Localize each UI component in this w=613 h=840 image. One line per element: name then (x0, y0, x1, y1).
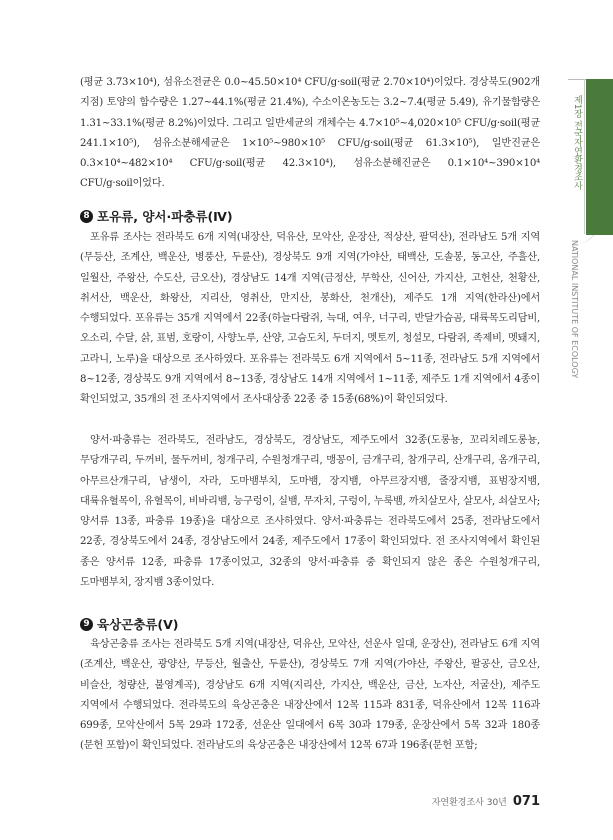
footer-title: 자연환경조사 30년 (431, 798, 507, 808)
intro-paragraph (80, 73, 540, 195)
institute-label: NATIONAL INSTITUTE OF ECOLOGY (570, 240, 579, 379)
section-8-body (80, 228, 540, 411)
section-title: 육상곤충류(Ⅴ) (97, 617, 179, 632)
section-9-heading (80, 615, 178, 633)
chapter-tab (586, 79, 613, 235)
section-8-body-2 (80, 431, 540, 593)
paragraph-insects: 육상곤충류 조사는 전라북도 5개 지역(내장산, 덕유산, 모악산, 선운사 일대, 운장산), 전라남도 6개 지역(조계산, 백운산, 광양산, 무등산, 월출산, 두륜산), 경상북도 7개 지역(가야산, 주왕산, 팔공산, 금오산, 비슬산, 청량산, 불영계곡), 경상남도 6개 지역(지리산, 가지산, 백운산, 금산, 노자산, 저굴산), 제주도 지역에서 수행되었다. 전라북도의 육상곤충은 내장산에서 12목 115과 831종, 덕유산에서 12목 116과 699종, 모악산에서 5목 29과 172종, 선운산 일대에서 6목 30과 179종, 운장산에서 5목 32과 180종(문헌 포함)이 확인되었다. 전라남도의 육상곤충은 내장산에서 12목 67과 196종(문헌 포함; (80, 639, 540, 752)
section-9-body (80, 635, 540, 757)
sidebar-divider-vertical (584, 79, 585, 234)
intro-text: (평균 3.73×10⁴), 섬유소전균은 0.0~45.50×10⁴ CFU/g·soil(평균 2.70×10⁴)이었다. 경상북도(902개 지점) 토양의 함수량은 1.27~44.1%(평균 21.4%), 수소이온농도는 3.2~7.4(평균 5.49), 유기물함량은 1.31~33.1%(평균 8.2%)이었다. 그리고 일반세균의 개체수는 4.7×10⁵~4,020×10⁵ CFU/g·soil(평균 241.1×10⁵), 섬유소분해세균은 1×10⁵~980×10⁵ CFU/g·soil(평균 61.3×10⁵), 일반진균은 0.3×10⁴~482×10⁴ CFU/g·soil(평균 42.3×10⁴), 섬유소분해진균은 0.1×10⁴~390×10⁴ CFU/g·soil이었다. (80, 77, 540, 190)
page-number: 071 (512, 794, 540, 809)
paragraph-amphibians-reptiles: 양서·파충류는 전라북도, 전라남도, 경상북도, 경상남도, 제주도에서 32종(도롱뇽, 꼬리치레도롱뇽, 무당개구리, 두꺼비, 물두꺼비, 청개구리, 수원청개구리, 맹꽁이, 금개구리, 참개구리, 산개구리, 옴개구리, 아무르산개구리, 남생이, 자라, 도마뱀부치, 도마뱀, 장지뱀, 아무르장지뱀, 줄장지뱀, 표범장지뱀, 대륙유혈목이, 유혈목이, 비바리뱀, 능구렁이, 실뱀, 무자치, 구렁이, 누룩뱀, 까치살모사, 살모사, 쇠살모사; 양서류 13종, 파충류 19종)을 대상으로 조사하였다. 양서·파충류는 전라북도에서 25종, 전라남도에서 22종, 경상북도에서 24종, 경상남도에서 24종, 제주도에서 17종이 확인되었다. 전 조사지역에서 확인된 종은 양서류 12종, 파충류 17종이었고, 32종의 양서·파충류 중 확인되지 않은 종은 수원청개구리, 도마뱀부치, 장지뱀 3종이었다. (80, 435, 540, 589)
section-title: 포유류, 양서·파충류(Ⅳ) (97, 209, 233, 224)
section-number-badge: 8 (80, 210, 93, 223)
section-8-heading (80, 207, 233, 225)
section-number-badge: 9 (80, 618, 93, 631)
page-footer (380, 794, 540, 814)
chapter-label: 제1장 전국자연환경조사 (572, 95, 582, 190)
paragraph-mammals: 포유류 조사는 전라북도 6개 지역(내장산, 덕유산, 모악산, 운장산, 적상산, 팔덕산), 전라남도 5개 지역(무등산, 조계산, 백운산, 병풍산, 두륜산), 경상북도 9개 지역(가야산, 태백산, 도솔봉, 동고산, 주흘산, 일월산, 주왕산, 수도산, 금오산), 경상남도 14개 지역(금정산, 무학산, 신어산, 가지산, 고헌산, 천황산, 취서산, 백운산, 화왕산, 지리산, 영취산, 만지산, 봉화산, 천개산), 제주도 1개 지역(한라산)에서 수행되었다. 포유류는 35개 지역에서 22종(하늘다람쥐, 늑대, 여우, 너구리, 반달가슴곰, 대륙목도리담비, 오소리, 수달, 삵, 표범, 호랑이, 사향노루, 산양, 고슴도치, 두더지, 멧토끼, 청설모, 다람쥐, 족제비, 멧돼지, 고라니, 노루)을 대상으로 조사하였다. 포유류는 전라북도 6개 지역에서 5~11종, 전라남도 5개 지역에서 8~12종, 경상북도 9개 지역에서 8~13종, 경상남도 14개 지역에서 1~11종, 제주도 1개 지역에서 4종이 확인되었고, 35개의 전 조사지역에서 조사대상종 22종 중 15종(68%)이 확인되었다. (80, 232, 540, 406)
